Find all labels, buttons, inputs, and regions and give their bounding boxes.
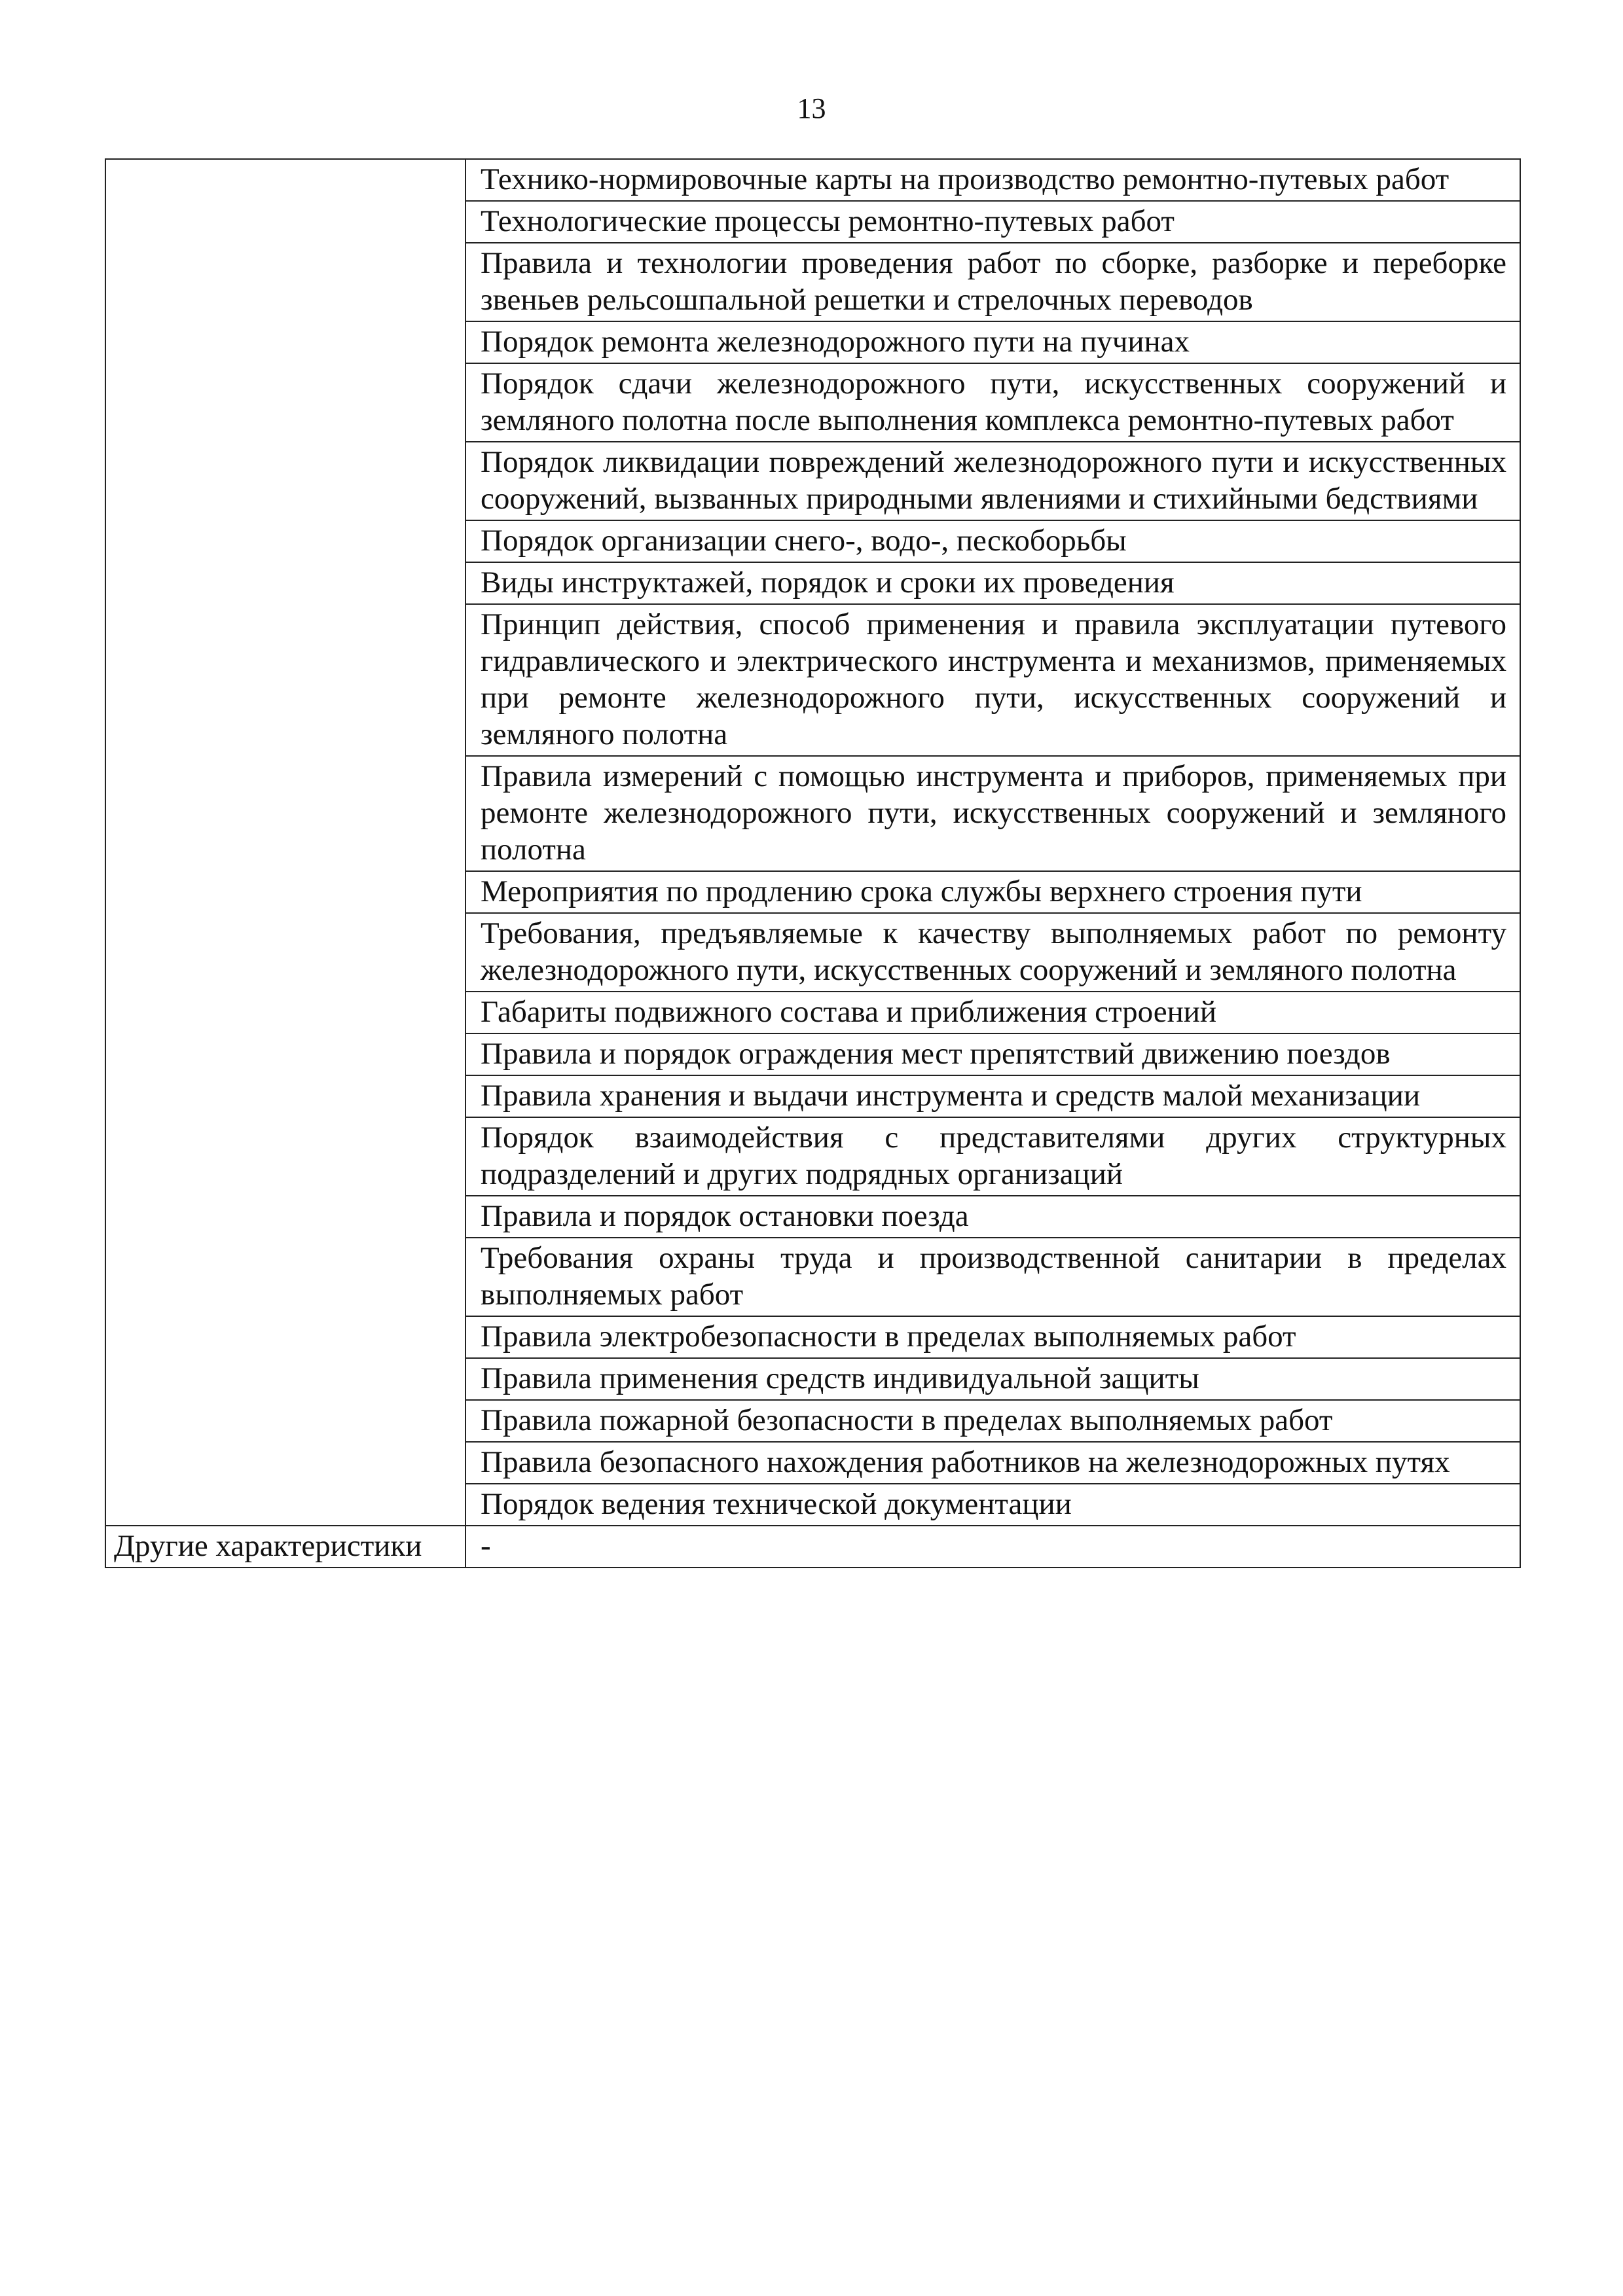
- other-characteristics-value: -: [465, 1526, 1520, 1568]
- requirements-table: [105, 158, 1521, 1568]
- section-label-cell: [105, 159, 465, 1526]
- knowledge-item: Порядок ликвидации повреждений железнодорожного пути и искусственных сооружений, вызванных природными явлениями и стихийными бедствиями: [465, 442, 1520, 520]
- knowledge-item: Правила пожарной безопасности в пределах выполняемых работ: [465, 1400, 1520, 1442]
- knowledge-item: Технологические процессы ремонтно-путевых работ: [465, 201, 1520, 243]
- page-number: 13: [797, 92, 826, 124]
- knowledge-item: Технико-нормировочные карты на производство ремонтно-путевых работ: [465, 159, 1520, 201]
- knowledge-item: Порядок ремонта железнодорожного пути на пучинах: [465, 321, 1520, 363]
- other-characteristics-label: Другие характеристики: [105, 1526, 465, 1568]
- knowledge-item: Правила хранения и выдачи инструмента и средств малой механизации: [465, 1075, 1520, 1117]
- knowledge-item: Правила применения средств индивидуальной защиты: [465, 1358, 1520, 1400]
- knowledge-item: Правила электробезопасности в пределах выполняемых работ: [465, 1316, 1520, 1358]
- knowledge-item: Порядок взаимодействия с представителями других структурных подразделений и других подрядных организаций: [465, 1117, 1520, 1196]
- knowledge-item: Габариты подвижного состава и приближения строений: [465, 992, 1520, 1033]
- knowledge-item: Порядок сдачи железнодорожного пути, искусственных сооружений и земляного полотна после выполнения комплекса ремонтно-путевых работ: [465, 363, 1520, 442]
- knowledge-item: Правила и порядок ограждения мест препятствий движению поездов: [465, 1033, 1520, 1075]
- knowledge-item: Правила безопасного нахождения работников на железнодорожных путях: [465, 1442, 1520, 1484]
- knowledge-item: Требования охраны труда и производственной санитарии в пределах выполняемых работ: [465, 1238, 1520, 1316]
- knowledge-item: Принцип действия, способ применения и правила эксплуатации путевого гидравлического и электрического инструмента и механизмов, применяемых при ремонте железнодорожного пути, искусственных сооружений и земляного полотна: [465, 604, 1520, 756]
- knowledge-item: Виды инструктажей, порядок и сроки их проведения: [465, 562, 1520, 604]
- knowledge-item: Правила и порядок остановки поезда: [465, 1196, 1520, 1238]
- knowledge-item: Порядок организации снего-, водо-, пескоборьбы: [465, 520, 1520, 562]
- knowledge-item: Правила измерений с помощью инструмента и приборов, применяемых при ремонте железнодорожного пути, искусственных сооружений и земляного полотна: [465, 756, 1520, 871]
- table-row: [105, 159, 1520, 201]
- knowledge-item: Требования, предъявляемые к качеству выполняемых работ по ремонту железнодорожного пути, искусственных сооружений и земляного полотна: [465, 913, 1520, 992]
- knowledge-item: Порядок ведения технической документации: [465, 1484, 1520, 1526]
- table-row: [105, 1526, 1520, 1568]
- knowledge-item: Правила и технологии проведения работ по сборке, разборке и переборке звеньев рельсошпальной решетки и стрелочных переводов: [465, 243, 1520, 321]
- knowledge-item: Мероприятия по продлению срока службы верхнего строения пути: [465, 871, 1520, 913]
